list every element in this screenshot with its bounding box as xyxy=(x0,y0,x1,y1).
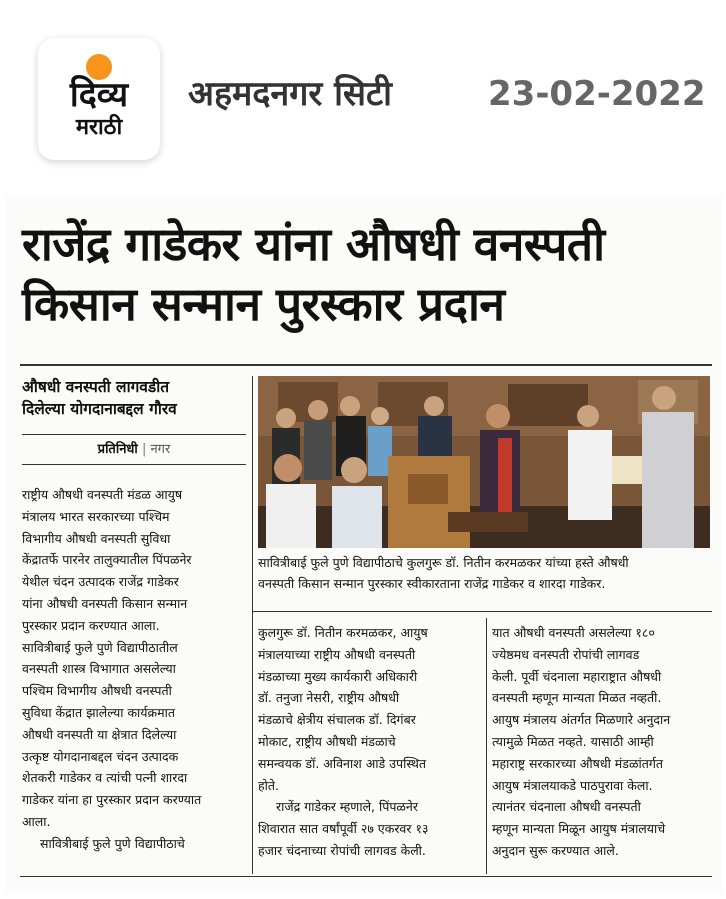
edition-date: 23-02-2022 xyxy=(488,74,706,114)
award-ceremony-photo xyxy=(258,376,710,548)
text-line: ज्येष्ठमध वनस्पती रोपांची लागवड xyxy=(492,646,640,662)
text-line: वनस्पती शास्त्र विभागात असलेल्या xyxy=(22,661,176,677)
text-line: मंत्रालयाच्या राष्ट्रीय औषधी वनस्पती xyxy=(258,646,416,662)
text-line: त्यामुळे मिळत नव्हते. यासाठी आम्ही xyxy=(492,733,654,749)
text-line: शेतकरी गाडेकर व त्यांची पत्नी शारदा xyxy=(22,770,188,786)
photo-caption xyxy=(258,552,710,594)
article-headline xyxy=(22,214,712,334)
page-header xyxy=(0,0,726,190)
text-line: सावित्रीबाई फुले पुणे विद्यापीठातील xyxy=(22,639,178,655)
logo-text-divya: दिव्य xyxy=(69,75,129,115)
text-line: समन्वयक डॉ. अविनाश आडे उपस्थित xyxy=(258,755,427,771)
divya-marathi-logo[interactable] xyxy=(38,38,160,160)
text-line: राष्ट्रीय औषधी वनस्पती मंडळ आयुष xyxy=(22,487,183,502)
byline-place: नगर xyxy=(150,442,171,457)
column-divider xyxy=(486,618,487,874)
article-column-1 xyxy=(22,484,244,855)
text-line: मंडळाच्या मुख्य कार्यकारी अधिकारी xyxy=(258,668,418,684)
text-line: महाराष्ट्र सरकारच्या औषधी मंडळांतर्गत xyxy=(492,755,663,771)
caption-line: सावित्रीबाई फुले पुणे विद्यापीठाचे कुलगुरू डॉ. नितीन करमळकर यांच्या हस्ते औषधी xyxy=(258,555,629,570)
text-line: पश्चिम विभागीय औषधी वनस्पती xyxy=(22,683,172,699)
subhead-line: दिलेल्या योगदानाबद्दल गौरव xyxy=(22,400,177,418)
text-line: विभागीय औषधी वनस्पती सुविधा xyxy=(22,530,171,546)
text-line: कुलगुरू डॉ. नितीन करमळकर, आयुष xyxy=(258,625,428,640)
text-line: मंत्रालय भारत सरकारच्या पश्चिम xyxy=(22,508,170,524)
divider xyxy=(22,464,246,465)
logo-text-marathi: मराठी xyxy=(75,115,123,140)
caption-line: वनस्पती किसान सन्मान पुरस्कार स्वीकारताना राजेंद्र गाडेकर व शारदा गाडेकर. xyxy=(258,576,606,591)
text-line: यांना औषधी वनस्पती किसान सन्मान xyxy=(22,595,188,611)
byline-separator: | xyxy=(141,442,147,457)
text-line: आयुष मंत्रालय अंतर्गत मिळणारे अनुदान xyxy=(492,712,671,728)
text-line: वनस्पती म्हणून मान्यता मिळत नव्हती. xyxy=(492,690,662,706)
text-line: आला. xyxy=(22,813,51,829)
divider xyxy=(20,876,712,877)
article-column-3 xyxy=(492,622,712,862)
text-line: शिवारात सात वर्षांपूर्वी २७ एकरवर १३ xyxy=(258,821,429,837)
text-line: म्हणून मान्यता मिळून आयुष मंत्रालयाचे xyxy=(492,821,666,837)
text-line: औषधी वनस्पती या क्षेत्रात दिलेल्या xyxy=(22,726,177,742)
text-line: गाडेकर यांना हा पुरस्कार प्रदान करण्यात xyxy=(22,792,202,808)
column-divider xyxy=(252,376,253,874)
byline-author: प्रतिनिधी xyxy=(97,442,138,457)
text-line: मोकाट, राष्ट्रीय औषधी मंडळाचे xyxy=(258,733,396,749)
subhead-line: औषधी वनस्पती लागवडीत xyxy=(22,378,170,396)
photo-illustration xyxy=(258,376,710,548)
divider xyxy=(22,434,246,435)
text-line: यात औषधी वनस्पती असलेल्या १८० xyxy=(492,625,655,640)
text-line: केली. पूर्वी चंदनाला महाराष्ट्रात औषधी xyxy=(492,668,662,684)
text-line: पुरस्कार प्रदान करण्यात आला. xyxy=(22,617,160,633)
text-line: सावित्रीबाई फुले पुणे विद्यापीठाचे xyxy=(40,835,185,851)
text-line: केंद्रातर्फे पारनेर तालुक्यातील पिंपळनेर xyxy=(22,552,192,568)
article-subhead xyxy=(22,376,246,420)
text-line: डॉ. तनुजा नेसरी, राष्ट्रीय औषधी xyxy=(258,690,400,706)
headline-line: राजेंद्र गाडेकर यांना औषधी वनस्पती xyxy=(22,217,605,271)
text-line: उत्कृष्ट योगदानाबद्दल चंदन उत्पादक xyxy=(22,748,179,764)
edition-city: अहमदनगर सिटी xyxy=(188,74,392,114)
text-line: सुविधा केंद्रात झालेल्या कार्यक्रमात xyxy=(22,704,175,720)
byline xyxy=(22,441,246,459)
text-line: हजार चंदनाच्या रोपांची लागवड केली. xyxy=(258,842,426,858)
divider xyxy=(20,364,712,366)
text-line: अनुदान सुरू करण्यात आले. xyxy=(492,842,619,858)
text-line: होते. xyxy=(258,777,279,793)
divider xyxy=(252,611,712,612)
headline-line: किसान सन्मान पुरस्कार प्रदान xyxy=(22,277,505,331)
text-line: येथील चंदन उत्पादक राजेंद्र गाडेकर xyxy=(22,574,179,590)
text-line: आयुष मंत्रालयाकडे पाठपुरावा केला. xyxy=(492,777,653,793)
text-line: त्यानंतर चंदनाला औषधी वनस्पती xyxy=(492,799,641,815)
text-line: मंडळाचे क्षेत्रीय संचालक डॉ. दिगंबर xyxy=(258,712,416,728)
article-column-2 xyxy=(258,622,482,862)
text-line: राजेंद्र गाडेकर म्हणाले, पिंपळनेर xyxy=(276,799,418,815)
